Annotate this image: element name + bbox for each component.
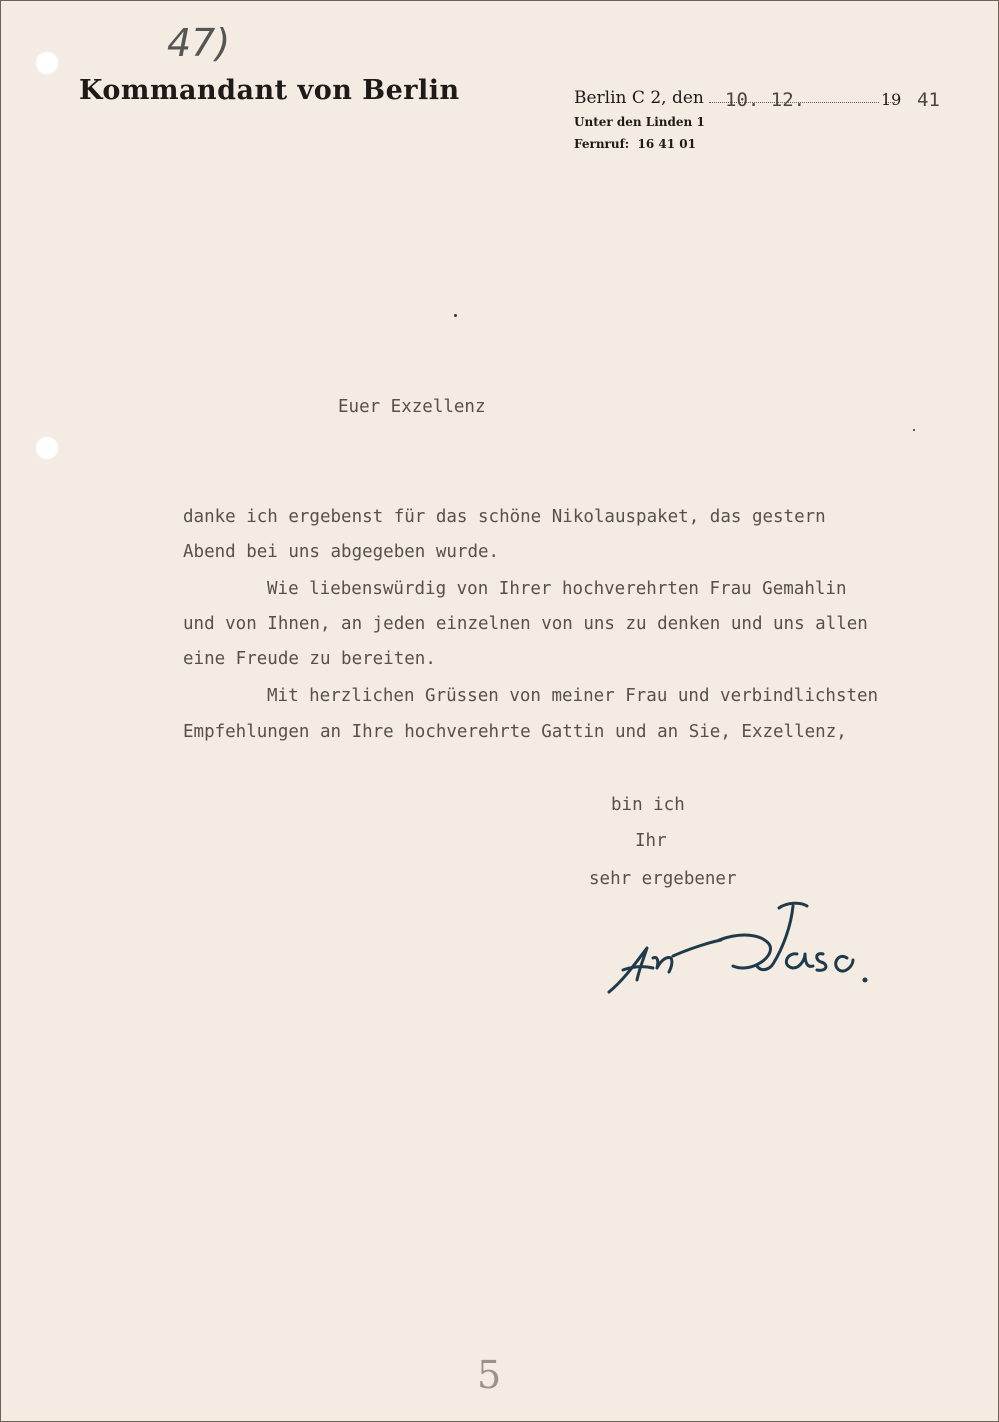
body-line: danke ich ergebenst für das schöne Nikolauspaket, das gestern [183,507,826,527]
closing-line: sehr ergebener [589,869,737,889]
date-century-label: 19 [881,90,902,109]
paper-speck [913,429,915,431]
punch-hole-bottom [35,436,59,460]
archive-number: 47) [167,21,231,65]
paper-speck [454,314,457,317]
letterhead-phone: Fernruf: 16 41 01 [574,137,696,151]
handwritten-signature [601,896,881,1006]
closing-line: Ihr [635,831,667,851]
closing-line: bin ich [611,795,685,815]
letterhead-title: Kommandant von Berlin [79,75,460,106]
page-number: 5 [477,1353,502,1397]
punch-hole-top [35,51,59,75]
body-line: Wie liebenswürdig von Ihrer hochverehrten Frau Gemahlin [267,579,847,599]
body-line: Mit herzlichen Grüssen von meiner Frau und verbindlichsten [267,686,879,706]
place-label: Berlin C 2, den [574,88,704,108]
body-line: Empfehlungen an Ihre hochverehrte Gattin und an Sie, Exzellenz, [183,722,847,742]
body-line: eine Freude zu bereiten. [183,649,436,669]
salutation: Euer Exzellenz [338,397,486,417]
body-line: Abend bei uns abgegeben wurde. [183,542,500,562]
letterhead-street: Unter den Linden 1 [574,115,705,129]
date-day-value: 10. 12. [725,89,806,111]
body-line: und von Ihnen, an jeden einzelnen von uns zu denken und uns allen [183,614,868,634]
date-year-value: 41 [917,89,940,111]
